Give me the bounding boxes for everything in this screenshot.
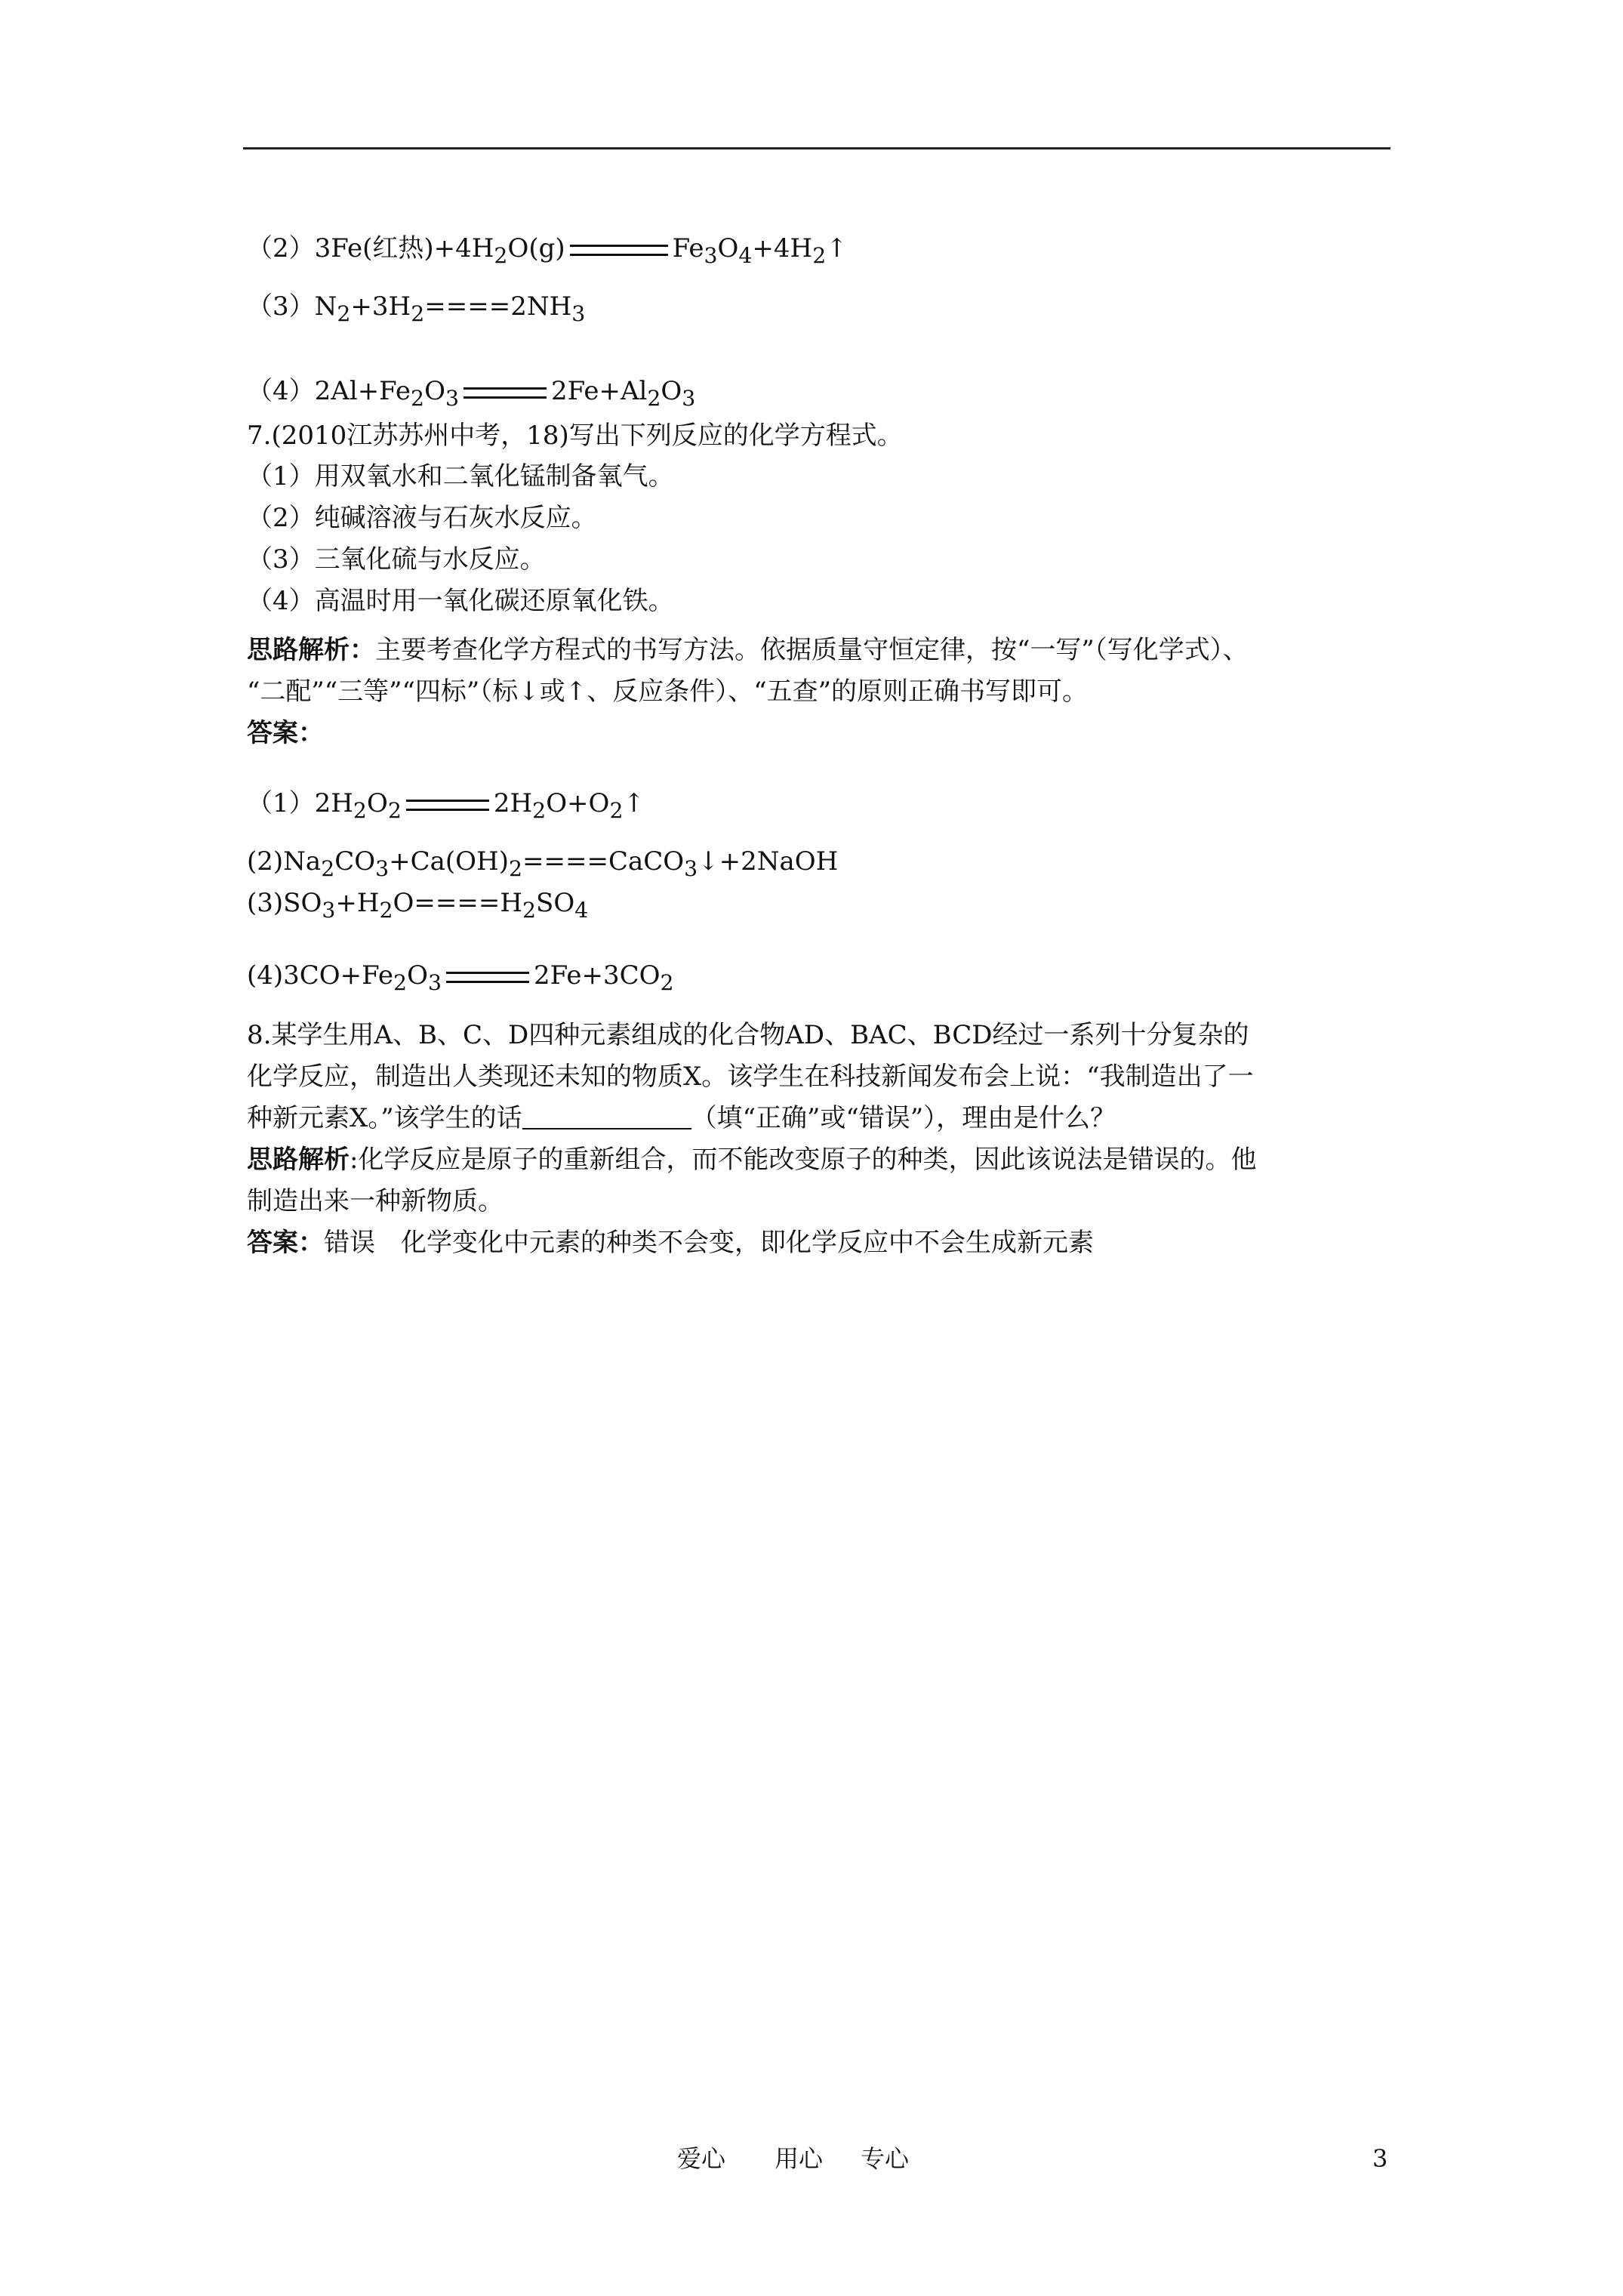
q7-answer-3: $(3)SO_3+H_2O====H_2SO_4$ bbox=[247, 888, 589, 923]
q7-answer-1: $(1)2H_2O_2$ $2H_2O+O_2↑$ bbox=[247, 788, 645, 823]
q7-analysis-line-2: “二配”“三等”“四标”（标↓或↑、反应条件）、“五查”的原则正确书写即可。 bbox=[247, 676, 1089, 707]
q7-answer-4: $(4)3CO+Fe_2O_3$ $2Fe+3CO_2$ bbox=[247, 960, 674, 995]
footer-right: 专心 bbox=[861, 2144, 910, 2173]
q7-item-4: （4）高温时用一氧化碳还原氧化铁。 bbox=[247, 586, 674, 616]
q8-analysis-line-2: 制造出来一种新物质。 bbox=[247, 1186, 504, 1216]
header-rule bbox=[243, 147, 1390, 149]
analysis-label: 思路解析： bbox=[247, 635, 375, 665]
q7-item-3: （3）三氧化硫与水反应。 bbox=[247, 544, 546, 575]
q7-analysis-line-1: 思路解析：主要考查化学方程式的书写方法。依据质量守恒定律，按“一写”（写化学式）、 bbox=[247, 635, 1249, 665]
q7-answer-label: 答案： bbox=[247, 718, 324, 748]
q8-line-1: 8.某学生用A、B、C、D四种元素组成的化合物AD、BAC、BCD经过一系列十分复杂的 bbox=[247, 1020, 1249, 1050]
equation-3: $(3)N_2+3H_2====2NH_3$ bbox=[247, 291, 586, 326]
answer-blank bbox=[522, 1102, 691, 1130]
q8-line-3: 种新元素X。”该学生的话 （填“正确”或“错误”），理由是什么？ bbox=[247, 1103, 1116, 1133]
answer-label: 答案： bbox=[247, 1228, 324, 1258]
analysis-label: 思路解析 bbox=[247, 1145, 350, 1175]
footer-left: 爱心 bbox=[677, 2144, 726, 2173]
q7-item-1: （1）用双氧水和二氧化锰制备氧气。 bbox=[247, 461, 674, 492]
q7-stem: 7.(2010江苏苏州中考，18)写出下列反应的化学方程式。 bbox=[247, 421, 903, 451]
equation-2: （2）3Fe(红热)$+4H_2O(g)$ $Fe_3O_4+4H_2↑$ bbox=[247, 233, 848, 268]
q7-answer-2: $(2)Na_2CO_3+Ca(OH)_2====CaCO_3↓+2NaOH$ bbox=[247, 846, 839, 881]
reaction-sign bbox=[570, 245, 668, 256]
reaction-sign bbox=[446, 972, 529, 983]
equation-4: $(4)2Al+Fe_2O_3$ $2Fe+Al_2O_3$ bbox=[247, 376, 696, 411]
reaction-sign bbox=[463, 387, 547, 399]
q8-analysis-line-1: 思路解析:化学反应是原子的重新组合，而不能改变原子的种类，因此该说法是错误的。他 bbox=[247, 1145, 1257, 1175]
q8-answer: 答案：错误 化学变化中元素的种类不会变，即化学反应中不会生成新元素 bbox=[247, 1228, 1094, 1258]
reaction-sign bbox=[406, 800, 489, 811]
footer-middle: 用心 bbox=[775, 2144, 824, 2173]
page-number: 3 bbox=[1372, 2144, 1388, 2173]
q8-line-2: 化学反应，制造出人类现还未知的物质X。该学生在科技新闻发布会上说：“我制造出了一 bbox=[247, 1062, 1254, 1092]
q7-item-2: （2）纯碱溶液与石灰水反应。 bbox=[247, 503, 597, 533]
